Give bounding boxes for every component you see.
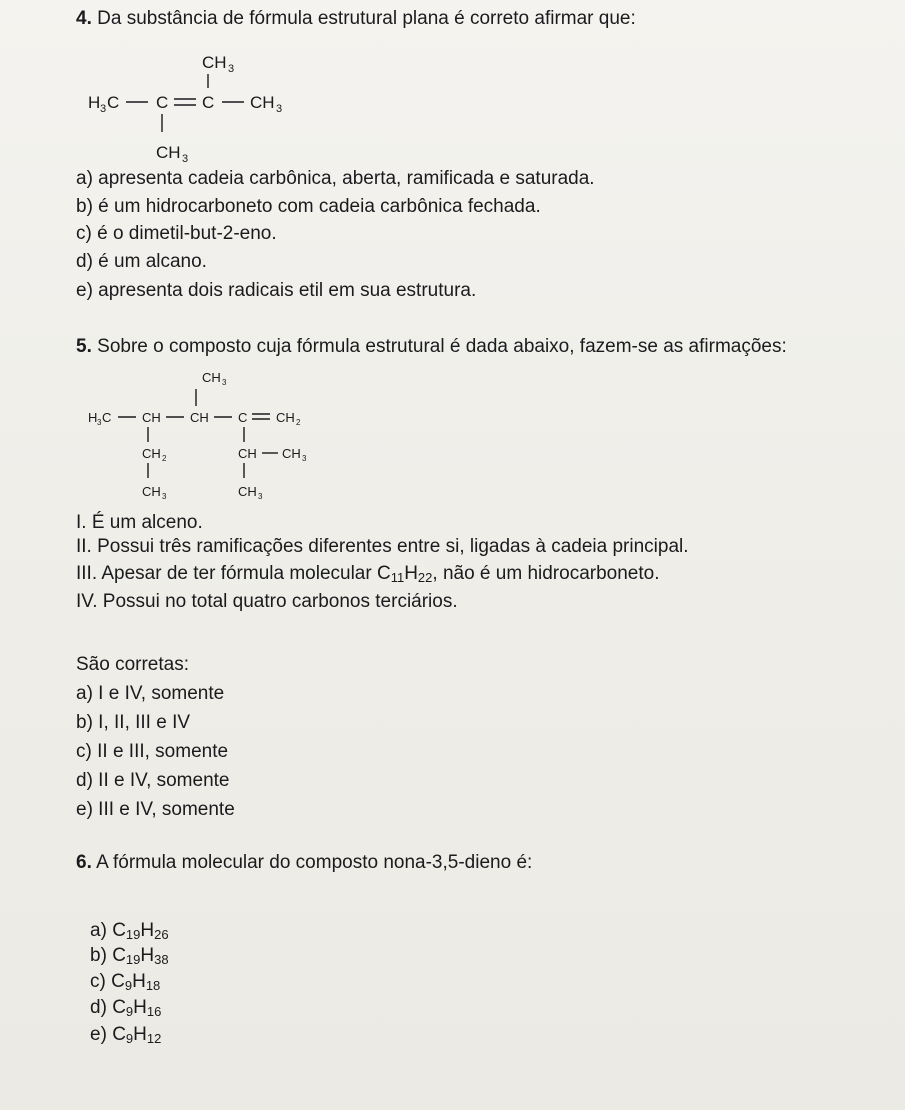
formula-h-sub: 12 [146,1031,162,1046]
formula-c-sub: 9 [125,1004,134,1019]
q5-ch3-iso-side-sub: 3 [302,454,307,463]
question-6-option-d[interactable] [90,997,161,1019]
statement-3-sub-c: 11 [390,570,405,585]
question-6-option-e[interactable] [90,1024,161,1046]
option-letter: d) [90,997,107,1018]
q5-h3c-c: C [102,410,112,425]
q5-ch2-branch-sub: 2 [162,454,167,463]
formula-h-sub: 26 [154,927,169,942]
q4-ch3-right: CH [250,93,275,112]
formula-h-sub: 16 [146,1004,162,1019]
formula-h: H [133,1024,147,1045]
q4-h3c-sub: 3 [100,103,107,115]
question-6-title [76,852,532,874]
question-5-number: 5. [76,336,92,357]
formula-c-sub: 9 [125,1031,134,1046]
q5-ch3-iso-side: CH [282,446,301,461]
q4-ch3-right-sub: 3 [276,103,283,115]
q5-ch2-branch: CH [142,446,161,461]
q4-h3c-h: H [88,93,101,112]
question-4-text: Da substância de fórmula estrutural plana é correto afirmar que: [97,8,636,29]
q4-ch3-top-sub: 3 [228,63,235,75]
q4-carbon-3: C [202,93,215,112]
q4-ch3-bottom: CH [156,143,181,162]
question-5-prompt: São corretas: [76,654,189,675]
question-5-option-d[interactable]: d) II e IV, somente [76,770,230,791]
question-5-title [76,336,787,358]
q4-ch3-top: CH [202,53,227,72]
formula-h-sub: 38 [154,952,169,967]
formula-c: C [111,971,125,992]
q5-ch3-top-sub: 3 [222,378,227,387]
question-6-option-b[interactable] [90,945,169,967]
q5-c-3: C [238,410,248,425]
option-letter: b) [90,945,107,966]
formula-h: H [133,997,147,1018]
question-4-option-e[interactable]: e) apresenta dois radicais etil em sua estrutura. [76,280,477,301]
q5-ch-2: CH [190,410,209,425]
formula-h-sub: 18 [145,978,161,993]
q5-ch3-ethyl: CH [142,484,161,499]
q5-ch3-top: CH [202,370,221,385]
question-4-title [76,8,636,30]
q4-ch3-bottom-sub: 3 [182,153,189,165]
formula-c-sub: 19 [125,927,141,942]
statement-3-suffix: , não é um hidrocarboneto. [432,563,660,584]
formula-c: C [112,945,126,966]
question-5-option-a[interactable]: a) I e IV, somente [76,683,225,704]
q5-ch2-end-sub: 2 [296,418,301,427]
question-5-structural-formula [86,362,386,508]
q5-ch-iso: CH [238,446,257,461]
question-4-option-b[interactable]: b) é um hidrocarboneto com cadeia carbônica fechada. [76,196,541,217]
question-5-option-e[interactable]: e) III e IV, somente [76,799,235,820]
q5-ch3-iso-bottom: CH [238,484,257,499]
question-4-structural-formula [86,46,346,176]
question-6-number: 6. [76,852,92,873]
statement-3-h: H [404,563,418,584]
question-5-statement-4: IV. Possui no total quatro carbonos terciários. [76,591,458,612]
q4-h3c-c: C [107,93,120,112]
question-4-option-c[interactable]: c) é o dimetil-but-2-eno. [76,223,277,244]
q5-ch3-iso-bottom-sub: 3 [258,492,263,501]
question-5-statement-1: I. É um alceno. [76,512,203,533]
question-5-statement-2: II. Possui três ramificações diferentes entre si, ligadas à cadeia principal. [76,536,689,557]
q5-ch3-ethyl-sub: 3 [162,492,167,501]
option-letter: e) [90,1024,107,1045]
question-4-number: 4. [76,8,92,29]
q5-ch-1: CH [142,410,161,425]
formula-c-sub: 19 [125,952,141,967]
formula-c: C [112,1024,126,1045]
formula-c: C [112,920,126,941]
formula-h: H [140,945,155,966]
question-4-option-d[interactable]: d) é um alcano. [76,251,207,272]
formula-h: H [140,920,155,941]
question-4-option-a[interactable]: a) apresenta cadeia carbônica, aberta, ramificada e saturada. [76,168,595,189]
question-5-option-b[interactable]: b) I, II, III e IV [76,712,191,733]
formula-c: C [112,997,126,1018]
q5-h3c-h: H [88,410,98,425]
formula-c-sub: 9 [124,978,133,993]
question-6-option-a[interactable] [90,920,169,942]
option-letter: a) [90,920,107,941]
q5-ch2-end: CH [276,410,295,425]
q4-carbon-2: C [156,93,169,112]
question-6-option-c[interactable] [90,971,160,993]
question-5-option-c[interactable]: c) II e III, somente [76,741,229,762]
formula-h: H [132,971,146,992]
statement-3-sub-h: 22 [417,570,433,585]
question-5-text: Sobre o composto cuja fórmula estrutural é dada abaixo, fazem-se as afirmações: [97,336,787,357]
question-5-statement-3 [76,563,659,585]
option-letter: c) [90,971,106,992]
statement-3-prefix: III. Apesar de ter fórmula molecular C [76,563,391,584]
question-6-text: A fórmula molecular do composto nona-3,5-dieno é: [96,852,533,873]
q5-h3c-sub: 3 [97,418,102,427]
